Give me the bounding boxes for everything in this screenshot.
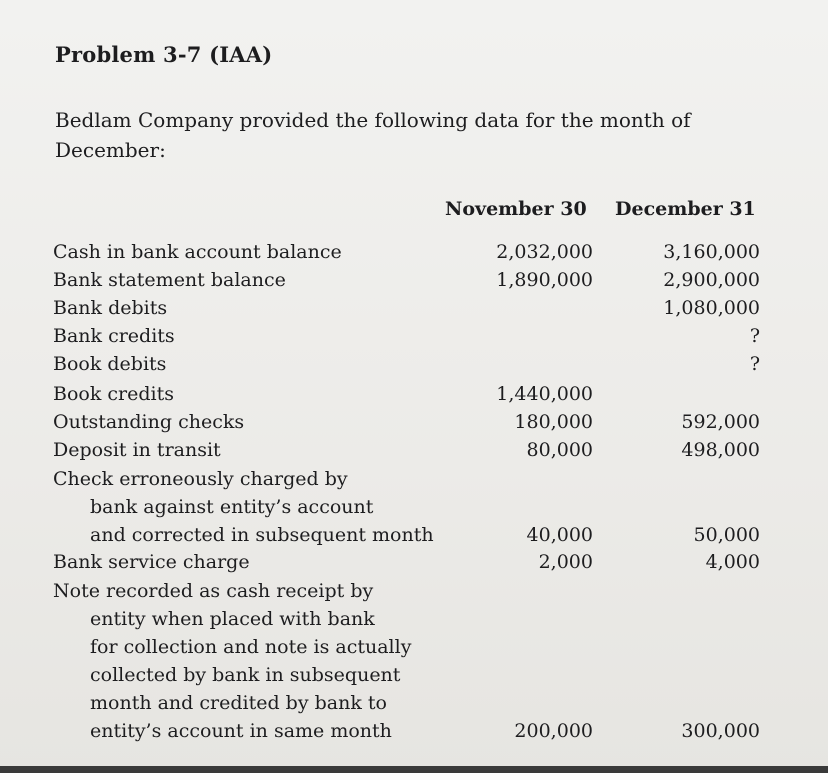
problem-title: Problem 3-7 (IAA) xyxy=(55,42,273,67)
november-value: 80,000 xyxy=(526,439,593,461)
row-label: Bank service charge xyxy=(53,551,250,573)
november-value: 2,000 xyxy=(538,551,593,573)
table-row xyxy=(0,436,828,464)
december-value: 4,000 xyxy=(705,551,760,573)
table-row xyxy=(0,521,828,549)
december-value: 1,080,000 xyxy=(663,297,760,319)
row-label: Bank debits xyxy=(53,297,168,319)
problem-intro: Bedlam Company provided the following data for the month of December: xyxy=(55,108,691,162)
november-value: 180,000 xyxy=(514,411,593,433)
table-row xyxy=(0,633,828,661)
row-label: for collection and note is actually xyxy=(90,636,412,658)
row-label: collected by bank in subsequent xyxy=(90,664,401,686)
table-row xyxy=(0,661,828,689)
column-header-november: November 30 xyxy=(445,198,587,220)
row-label: Bank statement balance xyxy=(53,269,286,291)
table-row xyxy=(0,266,828,294)
december-value: 2,900,000 xyxy=(663,269,760,291)
december-value: 3,160,000 xyxy=(663,241,760,263)
row-label: bank against entity’s account xyxy=(90,496,374,518)
row-label: Deposit in transit xyxy=(53,439,221,461)
row-label: Book credits xyxy=(53,383,174,405)
row-label: month and credited by bank to xyxy=(90,692,387,714)
page-bottom-edge xyxy=(0,766,828,773)
table-row xyxy=(0,294,828,322)
table-row xyxy=(0,605,828,633)
table-row xyxy=(0,350,828,378)
table-row xyxy=(0,322,828,350)
november-value: 40,000 xyxy=(526,524,593,546)
table-row xyxy=(0,380,828,408)
table-row xyxy=(0,717,828,745)
table-row xyxy=(0,689,828,717)
row-label: Check erroneously charged by xyxy=(53,468,348,490)
table-row xyxy=(0,548,828,576)
row-label: entity when placed with bank xyxy=(90,608,375,630)
november-value: 1,440,000 xyxy=(496,383,593,405)
december-value: ? xyxy=(749,353,760,375)
table-row xyxy=(0,577,828,605)
december-value: 50,000 xyxy=(693,524,760,546)
december-value: 498,000 xyxy=(681,439,760,461)
table-row xyxy=(0,493,828,521)
table-row xyxy=(0,238,828,266)
column-header-december: December 31 xyxy=(615,198,756,220)
december-value: 300,000 xyxy=(681,720,760,742)
december-value: 592,000 xyxy=(681,411,760,433)
november-value: 2,032,000 xyxy=(496,241,593,263)
row-label: Bank credits xyxy=(53,325,175,347)
row-label: Book debits xyxy=(53,353,167,375)
december-value: ? xyxy=(749,325,760,347)
table-row xyxy=(0,465,828,493)
row-label: and corrected in subsequent month xyxy=(90,524,434,546)
row-label: Outstanding checks xyxy=(53,411,245,433)
row-label: Cash in bank account balance xyxy=(53,241,342,263)
november-value: 1,890,000 xyxy=(496,269,593,291)
table-row xyxy=(0,408,828,436)
row-label: Note recorded as cash receipt by xyxy=(53,580,374,602)
row-label: entity’s account in same month xyxy=(90,720,392,742)
november-value: 200,000 xyxy=(514,720,593,742)
